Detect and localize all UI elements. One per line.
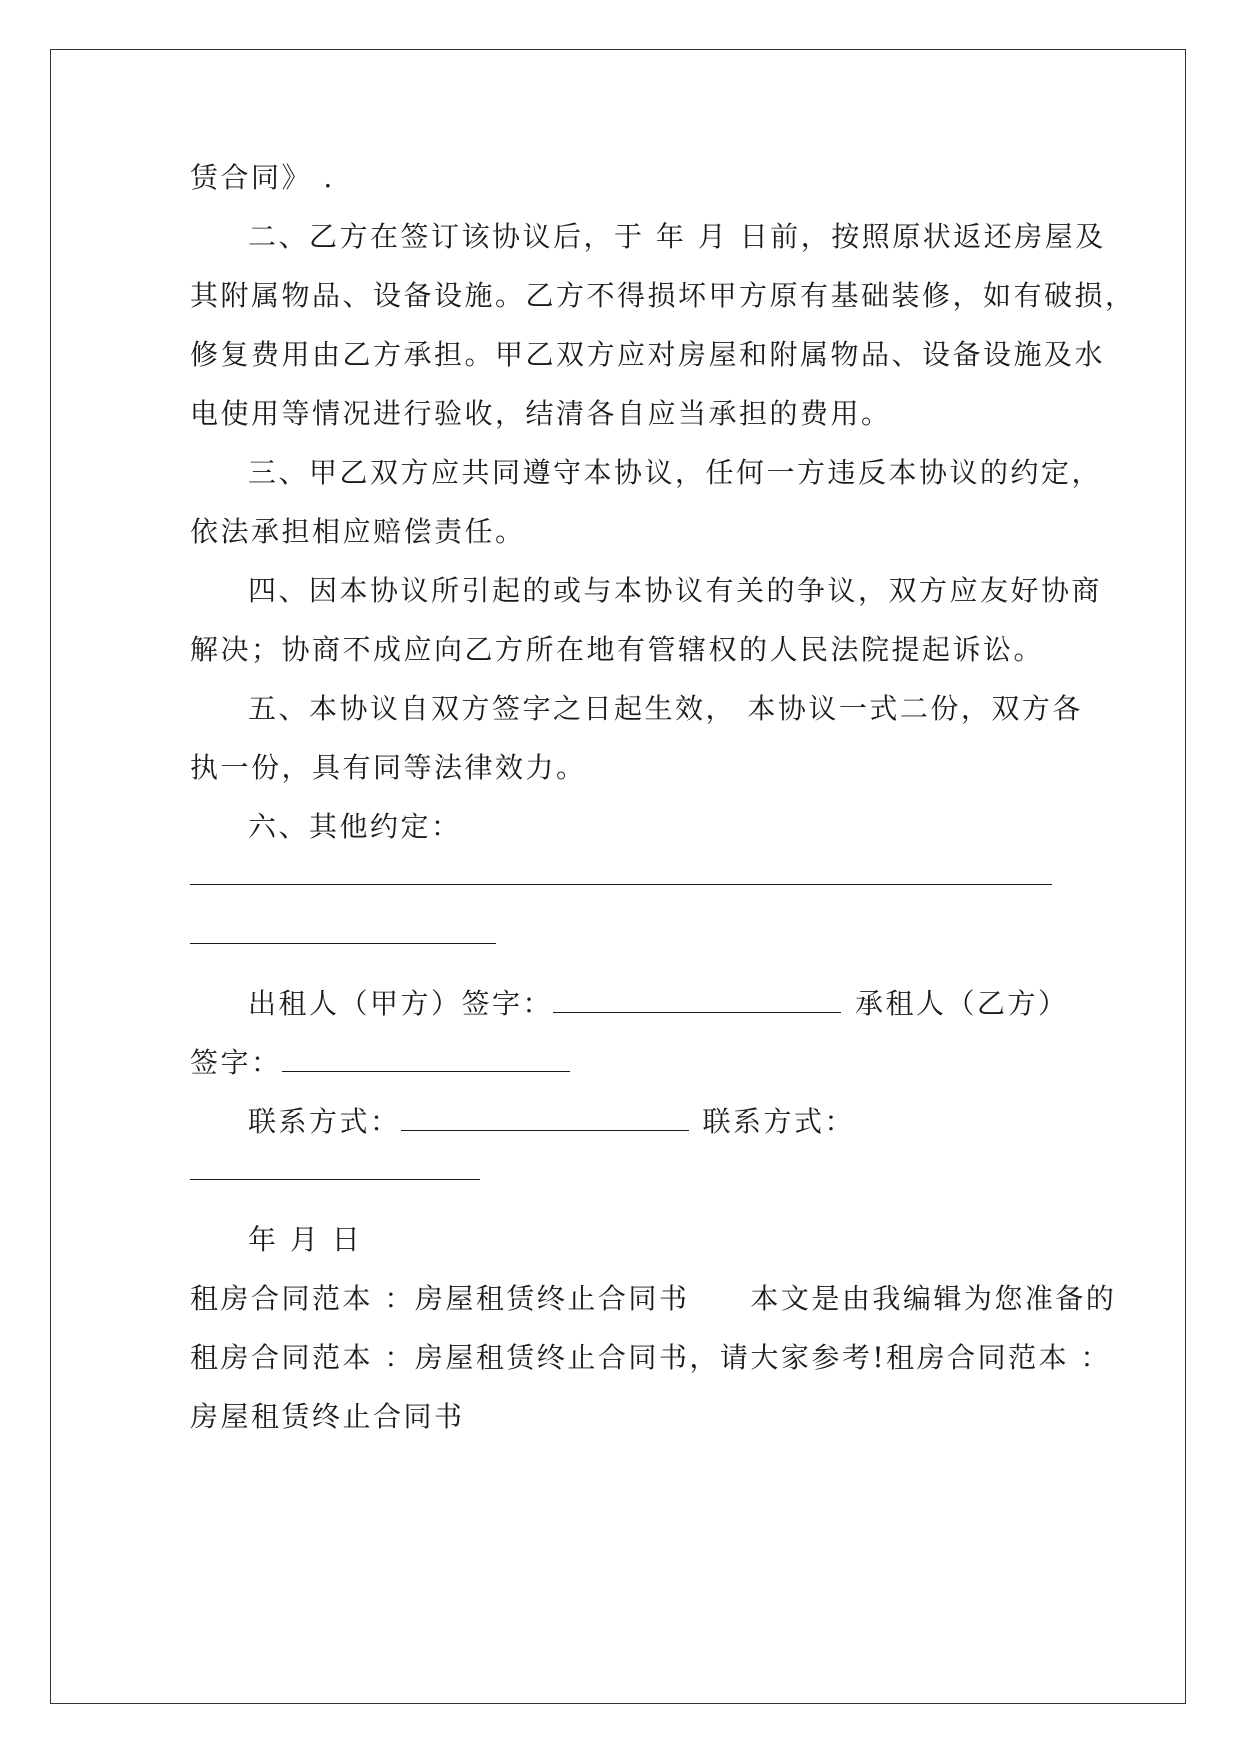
lessor-contact-blank[interactable] [401,1102,689,1131]
clause-6-heading: 六、其他约定： [248,810,462,843]
footer-line-1: 租房合同范本 ：房屋租赁终止合同书 本文是由我编辑为您准备的 [190,1282,1117,1315]
clause-2-line-3: 修复费用由乙方承担。甲乙双方应对房屋和附属物品、设备设施及水 [190,338,1106,371]
clause-3-line-2: 依法承担相应赔偿责任。 [190,515,526,548]
lessor-contact-label: 联系方式： [248,1105,401,1138]
footer-line-3: 房屋租赁终止合同书 [190,1400,465,1433]
other-terms-blank-line-2[interactable] [190,943,496,944]
lessor-signature-label: 出租人（甲方）签字： [248,987,554,1020]
clause-2-line-1: 二、乙方在签订该协议后，于 年 月 日前，按照原状返还房屋及 [248,220,1106,253]
lessee-signature-blank[interactable] [282,1043,570,1072]
lessee-contact-blank[interactable] [190,1179,480,1180]
lessee-signature-row [190,1043,570,1083]
footer-line-2: 租房合同范本 ：房屋租赁终止合同书，请大家参考!租房合同范本 ： [190,1341,1112,1374]
lessor-signature-blank[interactable] [553,984,841,1013]
clause-4-line-2: 解决；协商不成应向乙方所在地有管辖权的人民法院提起诉讼。 [190,633,1045,666]
lessor-signature-row [248,984,1069,1024]
clause-5-line-1: 五、本协议自双方签字之日起生效， 本协议一式二份，双方各 [248,692,1083,725]
other-terms-blank-line-1[interactable] [190,884,1052,885]
clause-2-line-2: 其附属物品、设备设施。乙方不得损坏甲方原有基础装修，如有破损， [190,279,1136,312]
clause-5-line-2: 执一份，具有同等法律效力。 [190,751,587,784]
clause-2-line-4: 电使用等情况进行验收，结清各自应当承担的费用。 [190,397,892,430]
clause-4-line-1: 四、因本协议所引起的或与本协议有关的争议，双方应友好协商 [248,574,1103,607]
contact-row [248,1102,855,1142]
clause-3-line-1: 三、甲乙双方应共同遵守本协议，任何一方违反本协议的约定， [248,456,1103,489]
lessee-label: 承租人（乙方） [855,987,1069,1020]
paragraph-line: 赁合同》 . [190,161,335,194]
lessee-contact-label: 联系方式： [702,1105,856,1138]
date-line: 年 月 日 [248,1223,363,1256]
lessee-signature-label: 签字： [190,1046,282,1079]
